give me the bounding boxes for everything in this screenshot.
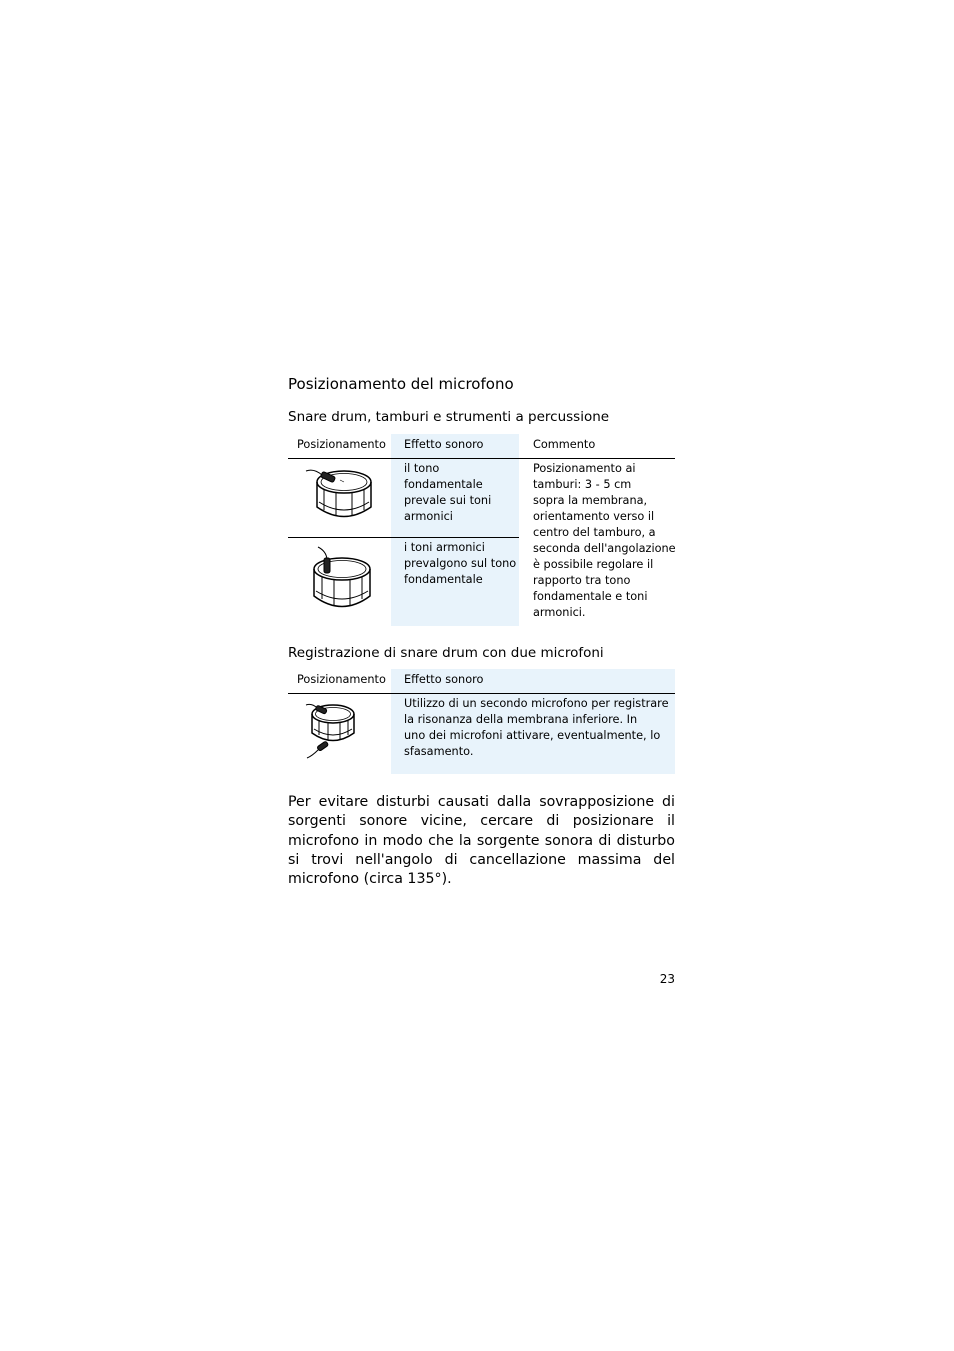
- table-header-rule: [288, 458, 675, 459]
- effect-text-two-mics: Utilizzo di un secondo microfono per registrare la risonanza della membrana inferiore. In uno dei microfoni attivare, eventualmente, lo sfasamento.: [404, 697, 669, 758]
- section-heading-snare: Snare drum, tamburi e strumenti a percussione: [288, 409, 610, 425]
- page-title: Posizionamento del microfono: [288, 375, 514, 393]
- row-divider: [288, 537, 519, 538]
- effect-text-row2: i toni armonici prevalgono sul tono fondamentale: [404, 541, 517, 586]
- table-header-rule-2: [288, 693, 675, 694]
- snare-drum-mic-angled-icon: [300, 466, 380, 526]
- comment-text: Posizionamento ai tamburi: 3 - 5 cm sopra la membrana, orientamento verso il centro del tamburo, a seconda dell'angolazione è possibile regolare il rapporto tra tono fondamentale e toni armonici.: [533, 462, 676, 619]
- snare-drum-two-mics-icon: [302, 700, 362, 762]
- column-header-position-2: Posizionamento: [297, 673, 386, 686]
- page-number: 23: [659, 972, 675, 986]
- column-header-position: Posizionamento: [297, 438, 386, 451]
- effect-text-row1: il tono fondamentale prevale sui toni armonici: [404, 462, 492, 523]
- section-heading-two-mics: Registrazione di snare drum con due microfoni: [288, 645, 604, 661]
- column-header-effect-2: Effetto sonoro: [404, 673, 484, 686]
- body-paragraph: Per evitare disturbi causati dalla sovrapposizione di sorgenti sonore vicine, cercare di posizionare il microfono in modo che la sorgente sonora di disturbo si trovi nell'angolo di cancellazione massima del microfono (circa 135°).: [288, 794, 675, 888]
- snare-drum-mic-vertical-icon: [300, 545, 380, 615]
- column-header-effect: Effetto sonoro: [404, 438, 484, 451]
- column-header-comment: Commento: [533, 438, 596, 451]
